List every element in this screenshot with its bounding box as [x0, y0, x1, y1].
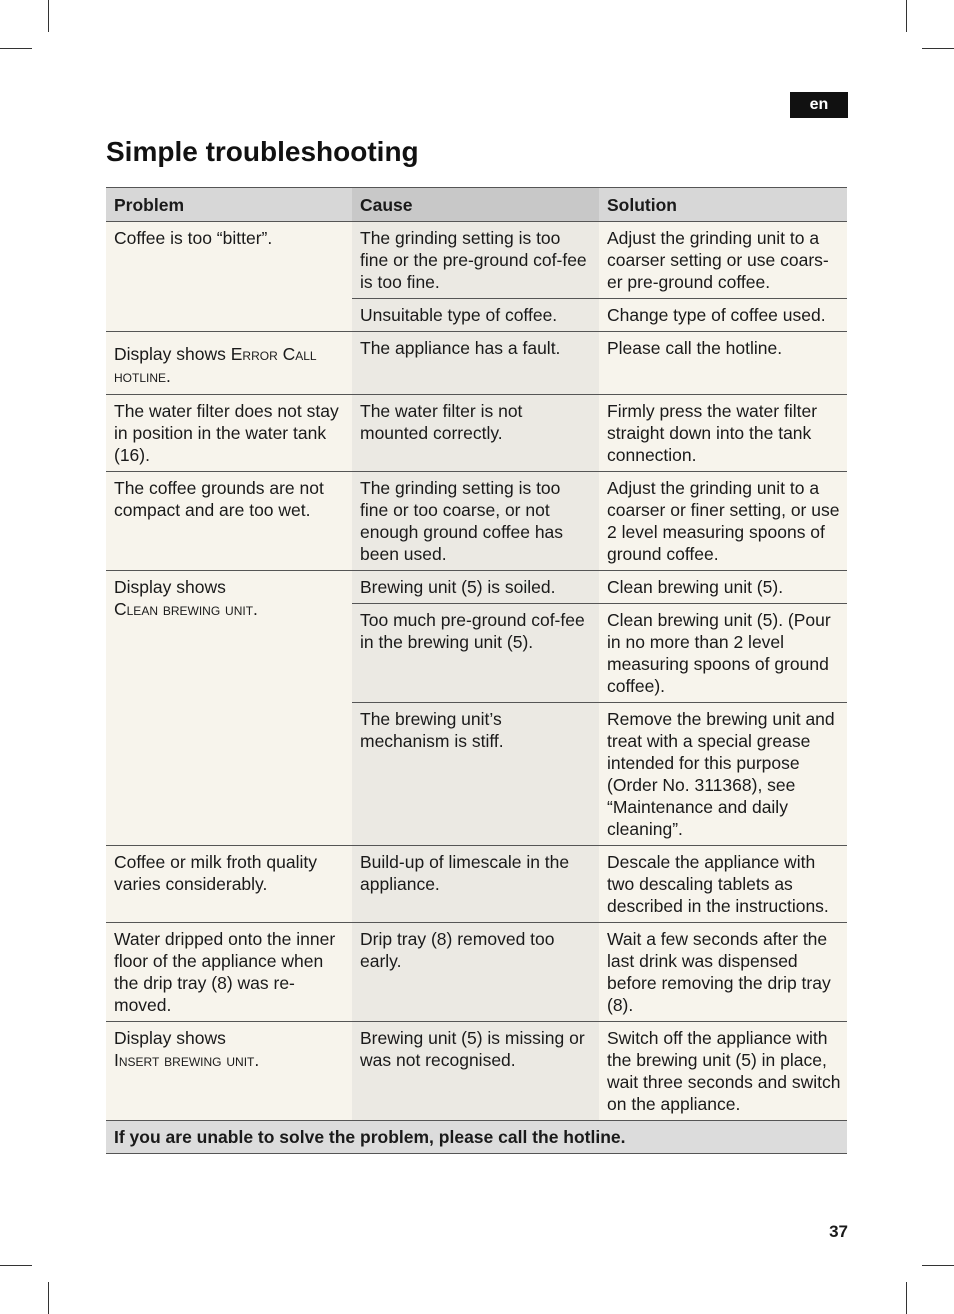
problem-cell: The coffee grounds are not compact and are too wet.: [106, 472, 352, 571]
crop-mark: [48, 1282, 49, 1314]
page-number: 37: [829, 1222, 848, 1241]
cause-cell: The appliance has a fault.: [352, 332, 599, 395]
problem-prefix: Display shows: [114, 344, 226, 364]
problem-cell: [106, 332, 352, 395]
cause-cell: Drip tray (8) removed too early.: [352, 923, 599, 1022]
solution-cell: Change type of coffee used.: [599, 299, 847, 332]
language-badge: en: [790, 92, 848, 118]
footer-note: If you are unable to solve the problem, please call the hotline.: [106, 1121, 847, 1154]
solution-cell: Clean brewing unit (5).: [599, 571, 847, 604]
problem-cell: [106, 1022, 352, 1121]
solution-cell: Firmly press the water filter straight down into the tank connection.: [599, 395, 847, 472]
solution-cell: Wait a few seconds after the last drink was dispensed before removing the drip tray (8).: [599, 923, 847, 1022]
crop-mark: [0, 48, 32, 49]
table-row: [106, 1022, 847, 1121]
cause-cell: Unsuitable type of coffee.: [352, 299, 599, 332]
table-row: [106, 395, 847, 472]
crop-mark: [0, 1265, 32, 1266]
crop-mark: [906, 1282, 907, 1314]
problem-prefix: Display shows: [114, 577, 226, 597]
table-row: [106, 222, 847, 299]
page-title: Simple troubleshooting: [106, 136, 419, 167]
troubleshooting-table: [106, 187, 847, 1154]
solution-cell: Descale the appliance with two descaling tablets as described in the instructions.: [599, 846, 847, 923]
solution-cell: Remove the brewing unit and treat with a special grease intended for this purpose (Order No. 311368), see “Maintenance and daily cleaning”.: [599, 703, 847, 846]
table-row: [106, 571, 847, 604]
problem-prefix: Display shows: [114, 1028, 226, 1048]
display-message: Insert brewing unit.: [114, 1050, 260, 1070]
header-cause: Cause: [352, 188, 599, 222]
solution-cell: Adjust the grinding unit to a coarser setting or use coars-er pre-ground coffee.: [599, 222, 847, 299]
crop-mark: [922, 48, 954, 49]
cause-cell: The grinding setting is too fine or too coarse, or not enough ground coffee has been used.: [352, 472, 599, 571]
cause-cell: Brewing unit (5) is soiled.: [352, 571, 599, 604]
cause-cell: Brewing unit (5) is missing or was not recognised.: [352, 1022, 599, 1121]
solution-cell: Clean brewing unit (5). (Pour in no more than 2 level measuring spoons of ground coffee).: [599, 604, 847, 703]
cause-cell: The grinding setting is too fine or the pre-ground cof-fee is too fine.: [352, 222, 599, 299]
crop-mark: [906, 0, 907, 32]
cause-cell: The brewing unit’s mechanism is stiff.: [352, 703, 599, 846]
crop-mark: [922, 1265, 954, 1266]
problem-cell: Coffee or milk froth quality varies considerably.: [106, 846, 352, 923]
table-row: [106, 332, 847, 395]
cause-cell: Build-up of limescale in the appliance.: [352, 846, 599, 923]
table-footer-row: [106, 1121, 847, 1154]
cause-cell: The water filter is not mounted correctly.: [352, 395, 599, 472]
display-message: Error Call hotline.: [114, 344, 317, 386]
display-message: Clean brewing unit.: [114, 599, 258, 619]
header-problem: Problem: [106, 188, 352, 222]
header-solution: Solution: [599, 188, 847, 222]
cause-cell: Too much pre-ground cof-fee in the brewing unit (5).: [352, 604, 599, 703]
crop-mark: [48, 0, 49, 32]
problem-cell: [106, 571, 352, 846]
table-row: [106, 846, 847, 923]
problem-cell: Water dripped onto the inner floor of the appliance when the drip tray (8) was re-moved.: [106, 923, 352, 1022]
solution-cell: Please call the hotline.: [599, 332, 847, 395]
solution-cell: Switch off the appliance with the brewing unit (5) in place, wait three seconds and switch on the appliance.: [599, 1022, 847, 1121]
solution-cell: Adjust the grinding unit to a coarser or finer setting, or use 2 level measuring spoons of ground coffee.: [599, 472, 847, 571]
table-header-row: [106, 188, 847, 222]
table-row: [106, 472, 847, 571]
problem-cell: The water filter does not stay in position in the water tank (16).: [106, 395, 352, 472]
problem-cell: Coffee is too “bitter”.: [106, 222, 352, 332]
table-row: [106, 923, 847, 1022]
